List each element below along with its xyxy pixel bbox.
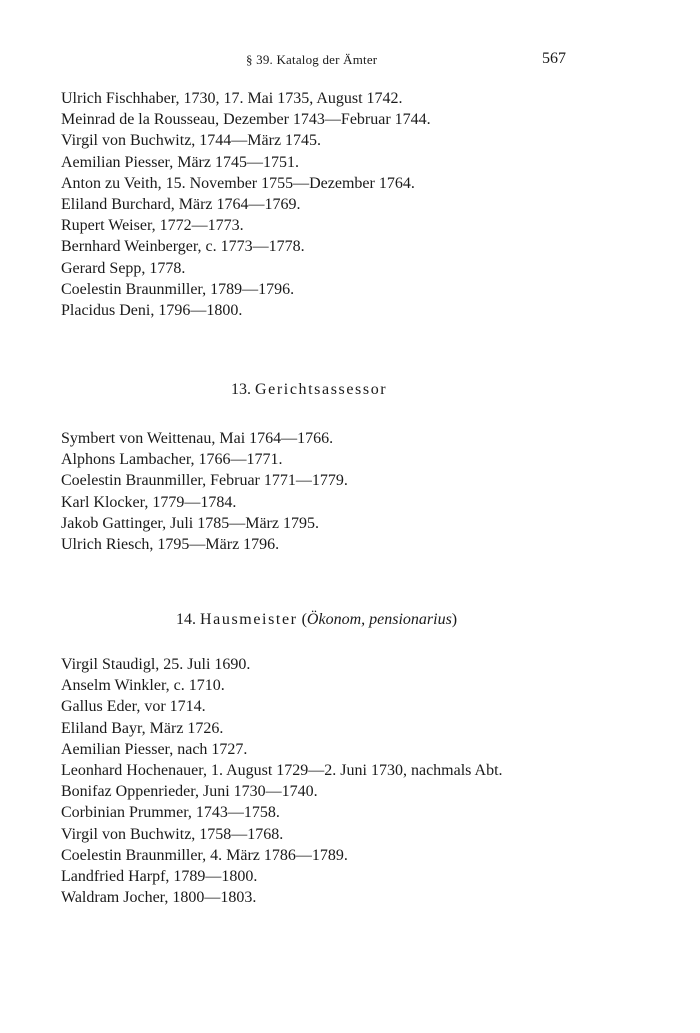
- list-item: Bernhard Weinberger, c. 1773—1778.: [61, 238, 305, 256]
- list-item: Karl Klocker, 1779—1784.: [61, 493, 237, 511]
- running-head: [0, 50, 700, 70]
- list-item: Gallus Eder, vor 1714.: [61, 698, 206, 716]
- list-item: Anselm Winkler, c. 1710.: [61, 677, 225, 695]
- list-item: Corbinian Prummer, 1743—1758.: [61, 804, 280, 822]
- list-item: Coelestin Braunmiller, 4. März 1786—1789.: [61, 846, 348, 864]
- running-title: § 39. Katalog der Ämter: [246, 52, 378, 67]
- list-item: Anton zu Veith, 15. November 1755—Dezember 1764.: [61, 174, 415, 192]
- section-heading-hausmeister: [176, 611, 700, 629]
- list-item: Eliland Bayr, März 1726.: [61, 719, 224, 737]
- list-item: Virgil Staudigl, 25. Juli 1690.: [61, 656, 251, 673]
- page-number: 567: [542, 50, 566, 67]
- list-item: Landfried Harpf, 1789—1800.: [61, 867, 258, 885]
- list-item: Rupert Weiser, 1772—1773.: [61, 217, 244, 235]
- section-number: 13.: [231, 381, 251, 398]
- section-heading-gerichtsassessor: [231, 381, 700, 399]
- list-item: Virgil von Buchwitz, 1744—März 1745.: [61, 132, 322, 150]
- list-item: Eliland Burchard, März 1764—1769.: [61, 195, 301, 213]
- list-item: Jakob Gattinger, Juli 1785—März 1795.: [61, 514, 319, 532]
- list-item: Gerard Sepp, 1778.: [61, 259, 186, 277]
- section-number: 14.: [176, 611, 196, 628]
- hausmeister-list: [61, 654, 661, 908]
- list-item: Ulrich Fischhaber, 1730, 17. Mai 1735, August 1742.: [61, 90, 403, 107]
- list-item: Waldram Jocher, 1800—1803.: [61, 889, 257, 907]
- subtitle-open-paren: (: [301, 611, 307, 628]
- list-item: Leonhard Hochenauer, 1. August 1729—2. Juni 1730, nachmals Abt.: [61, 761, 503, 779]
- list-item: Virgil von Buchwitz, 1758—1768.: [61, 825, 284, 843]
- list-item: Aemilian Piesser, März 1745—1751.: [61, 153, 299, 171]
- list-item: Meinrad de la Rousseau, Dezember 1743—Februar 1744.: [61, 111, 431, 129]
- officeholder-list-continued: [61, 88, 661, 321]
- list-item: Ulrich Riesch, 1795—März 1796.: [61, 535, 280, 553]
- list-item: Bonifaz Oppenrieder, Juni 1730—1740.: [61, 783, 318, 801]
- section-subtitle: [302, 611, 458, 628]
- subtitle-text: Ökonom, pensionarius: [306, 611, 452, 628]
- section-title: Gerichtsassessor: [255, 381, 388, 398]
- gerichtsassessor-list: [61, 428, 661, 555]
- list-item: Placidus Deni, 1796—1800.: [61, 301, 243, 319]
- list-item: Coelestin Braunmiller, Februar 1771—1779.: [61, 472, 348, 490]
- list-item: Alphons Lambacher, 1766—1771.: [61, 451, 283, 469]
- section-title: Hausmeister: [200, 611, 298, 628]
- list-item: Aemilian Piesser, nach 1727.: [61, 740, 248, 758]
- subtitle-close-paren: ): [451, 611, 458, 628]
- list-item: Coelestin Braunmiller, 1789—1796.: [61, 280, 295, 298]
- list-item: Symbert von Weittenau, Mai 1764—1766.: [61, 430, 334, 447]
